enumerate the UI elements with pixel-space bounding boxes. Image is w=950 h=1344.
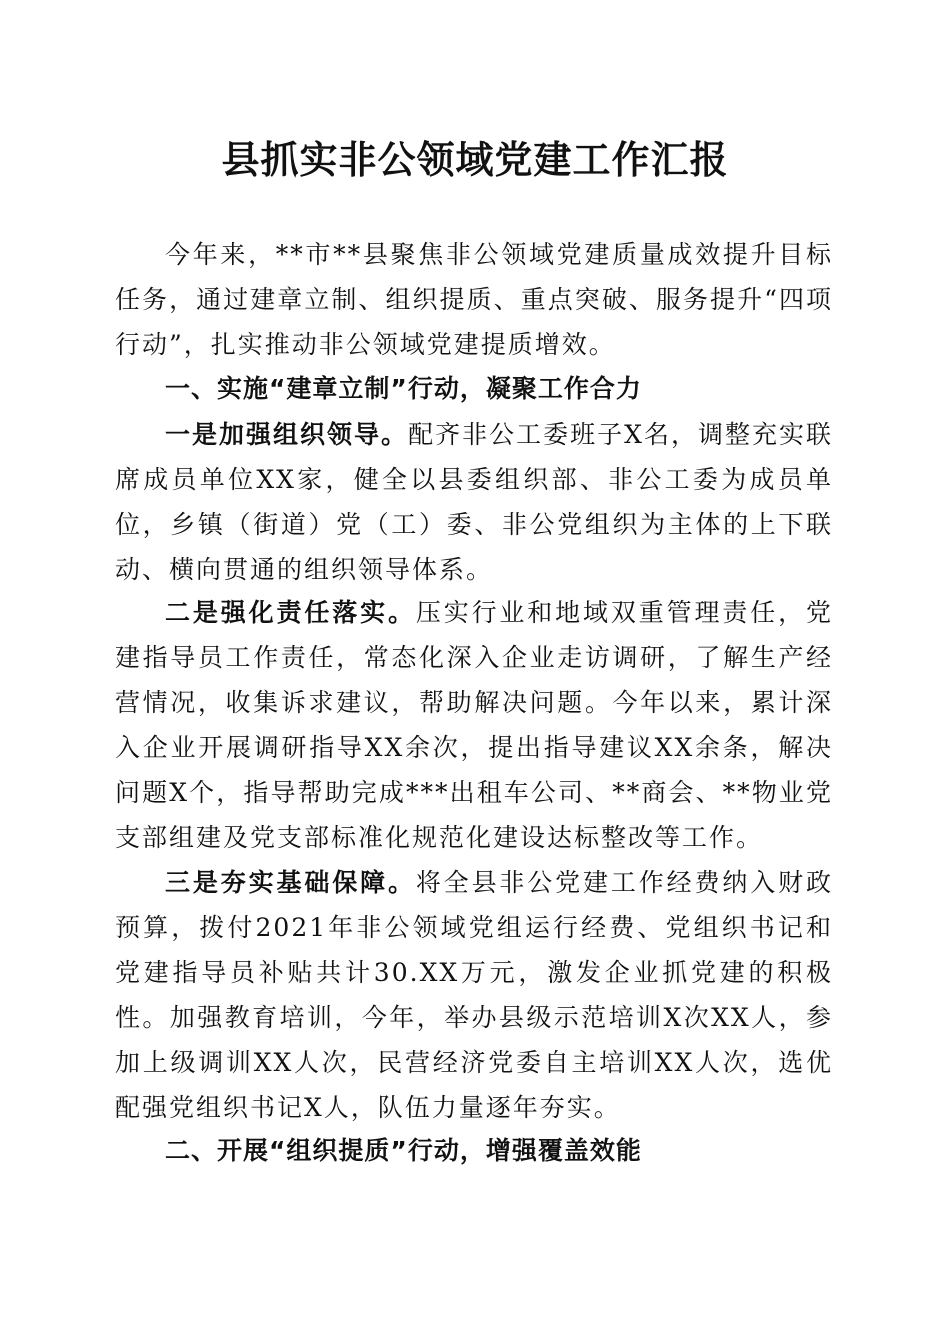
section-1-heading: 一、实施“建章立制”行动，凝聚工作合力	[165, 374, 642, 403]
paragraph-text: 配齐非公工委班子X名，调整充实联席成员单位XX家，健全以县委组织部、非公工委为成员单位，乡镇（街道）党（工）委、非公党组织为主体的上下联动、横向贯通的组织领导体系。	[115, 420, 833, 584]
section-1-paragraph-3	[115, 860, 833, 1130]
paragraph-lead: 三是夯实基础保障。	[165, 868, 416, 897]
paragraph-lead: 一是加强组织领导。	[165, 420, 409, 449]
section-1-paragraph-1	[115, 412, 833, 592]
section-1-paragraph-2	[115, 590, 833, 860]
document-title: 县抓实非公领域党建工作汇报	[221, 137, 729, 182]
paragraph-lead: 二是强化责任落实。	[165, 598, 416, 627]
paragraph-text: 压实行业和地域双重管理责任，党建指导员工作责任，常态化深入企业走访调研，了解生产经营情况，收集诉求建议，帮助解决问题。今年以来，累计深入企业开展调研指导XX余次，提出指导建议XX余条，解决问题X个，指导帮助完成***出租车公司、**商会、**物业党支部组建及党支部标准化规范化建设达标整改等工作。	[115, 598, 833, 852]
intro-paragraph: 今年来，**市**县聚焦非公领域党建质量成效提升目标任务，通过建章立制、组织提质、重点突破、服务提升“四项行动”，扎实推动非公领域党建提质增效。	[115, 240, 833, 359]
paragraph-text: 将全县非公党建工作经费纳入财政预算，拨付2021年非公领域党组运行经费、党组织书记和党建指导员补贴共计30.XX万元，激发企业抓党建的积极性。加强教育培训，今年，举办县级示范培训X次XX人，参加上级调训XX人次，民营经济党委自主培训XX人次，选优配强党组织书记X人，队伍力量逐年夯实。	[115, 868, 833, 1122]
section-2-heading: 二、开展“组织提质”行动，增强覆盖效能	[165, 1136, 642, 1165]
